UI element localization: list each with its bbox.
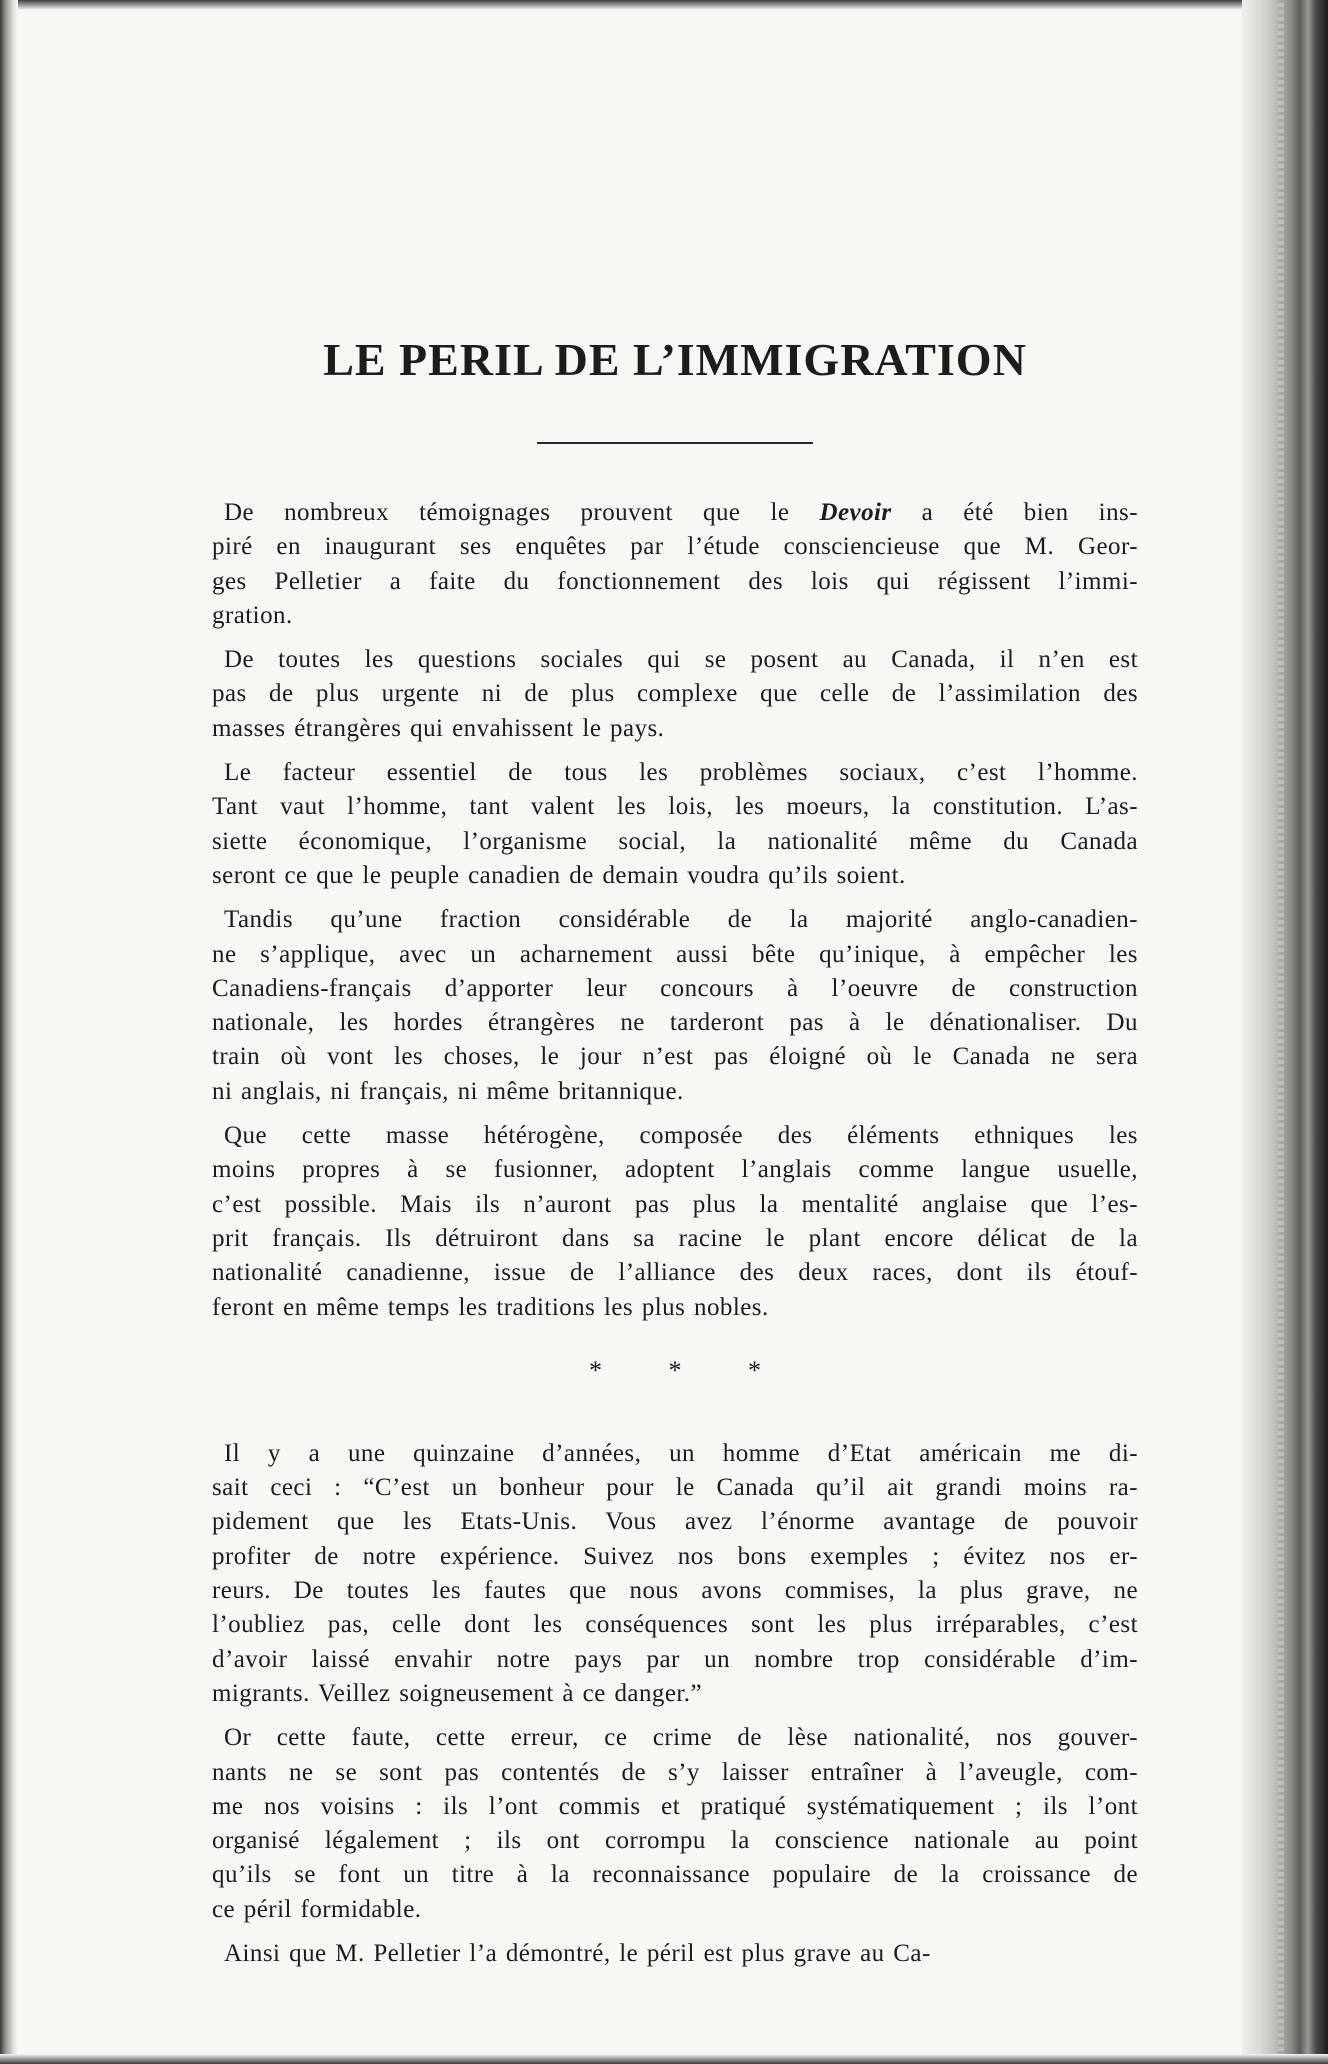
text-line: pidement que les Etats-Unis. Vous avez l’énorme avantage de pouvoir: [212, 1508, 1138, 1536]
page-title: LE PERIL DE L’IMMIGRATION: [323, 334, 1027, 385]
text-line: siette économique, l’organisme social, la nationalité même du Canada: [212, 827, 1138, 855]
paragraph-2: [212, 643, 1138, 746]
text-line: pas de plus urgente ni de plus complexe que celle de l’assimilation des: [212, 680, 1138, 708]
text-line: De toutes les questions sociales qui se posent au Canada, il n’en est: [224, 646, 1138, 674]
text-line: Tant vaut l’homme, tant valent les lois, les moeurs, la constitution. L’as-: [212, 793, 1138, 821]
text-line: Or cette faute, cette erreur, ce crime de lèse nationalité, nos gouver-: [224, 1724, 1138, 1752]
page-bottom-edge: [0, 2054, 1328, 2064]
paragraph-1: [212, 496, 1138, 633]
text-line: ce péril formidable.: [212, 1895, 422, 1923]
text-line: prit français. Ils détruiront dans sa racine le plant encore délicat de la: [212, 1224, 1138, 1252]
text-line: sait ceci : “C’est un bonheur pour le Canada qu’il ait grandi moins ra-: [212, 1474, 1138, 1502]
text-line: nationalité canadienne, issue de l’alliance des deux races, dont ils étouf-: [212, 1259, 1138, 1287]
text-line: gration.: [212, 601, 293, 629]
paragraph-4: [212, 903, 1138, 1109]
text-line: feront en même temps les traditions les plus nobles.: [212, 1293, 769, 1321]
text-line: organisé légalement ; ils ont corrompu la conscience nationale au point: [212, 1827, 1138, 1855]
paragraph-8: [212, 1937, 1138, 1971]
text-line: ni anglais, ni français, ni même britannique.: [212, 1077, 684, 1105]
text-line: nants ne se sont pas contentés de s’y laisser entraîner à l’aveugle, com-: [212, 1758, 1138, 1786]
text-line: ges Pelletier a faite du fonctionnement des lois qui régissent l’immi-: [212, 567, 1138, 595]
paragraph-6: [212, 1437, 1138, 1711]
text-line: me nos voisins : ils l’ont commis et pratiqué systématiquement ; ils l’ont: [212, 1792, 1138, 1820]
section-separator: * * *: [589, 1355, 791, 1385]
text-line: ne s’applique, avec un acharnement aussi bête qu’inique, à empêcher les: [212, 940, 1138, 968]
text-line: Canadiens-français d’apporter leur concours à l’oeuvre de construction: [212, 974, 1138, 1002]
text-line: seront ce que le peuple canadien de demain voudra qu’ils soient.: [212, 861, 906, 889]
text-line: qu’ils se font un titre à la reconnaissance populaire de la croissance de: [212, 1861, 1138, 1889]
paragraph-5: [212, 1119, 1138, 1325]
page-left-gutter: [0, 0, 18, 2064]
text-line: Il y a une quinzaine d’années, un homme d’Etat américain me di-: [224, 1439, 1138, 1467]
text-line: Le facteur essentiel de tous les problèmes sociaux, c’est l’homme.: [224, 759, 1138, 787]
paragraph-7: [212, 1721, 1138, 1927]
text-line: d’avoir laissé envahir notre pays par un nombre trop considérable d’im-: [212, 1645, 1138, 1673]
text-line: moins propres à se fusionner, adoptent l’anglais comme langue usuelle,: [212, 1156, 1138, 1184]
title-rule: [537, 442, 813, 444]
text-line: Ainsi que M. Pelletier l’a démontré, le péril est plus grave au Ca-: [224, 1939, 931, 1967]
text-line: Tandis qu’une fraction considérable de la majorité anglo-canadien-: [224, 906, 1138, 934]
text-line: masses étrangères qui envahissent le pays.: [212, 714, 665, 742]
text-line: train où vont les choses, le jour n’est pas éloigné où le Canada ne sera: [212, 1043, 1138, 1071]
text-line: c’est possible. Mais ils n’auront pas plus la mentalité anglaise que l’es-: [212, 1190, 1138, 1218]
text-line: reurs. De toutes les fautes que nous avons commises, la plus grave, ne: [212, 1577, 1138, 1605]
text-line: nationale, les hordes étrangères ne tarderont pas à le dénationaliser. Du: [212, 1009, 1138, 1037]
text-line: profiter de notre expérience. Suivez nos bons exemples ; évitez nos er-: [212, 1542, 1138, 1570]
article-body: [212, 330, 1138, 1981]
text-line: l’oubliez pas, celle dont les conséquences sont les plus irréparables, c’est: [212, 1611, 1138, 1639]
text-line: migrants. Veillez soigneusement à ce danger.”: [212, 1679, 703, 1707]
page-top-edge: [0, 0, 1328, 10]
text-line: piré en inaugurant ses enquêtes par l’étude consciencieuse que M. Geor-: [212, 533, 1138, 561]
text-line: De nombreux témoignages prouvent que le Devoir a été bien ins-: [224, 499, 1138, 526]
book-binding-edge: [1242, 0, 1328, 2064]
paragraph-3: [212, 756, 1138, 893]
text-line: Que cette masse hétérogène, composée des éléments ethniques les: [224, 1122, 1138, 1150]
